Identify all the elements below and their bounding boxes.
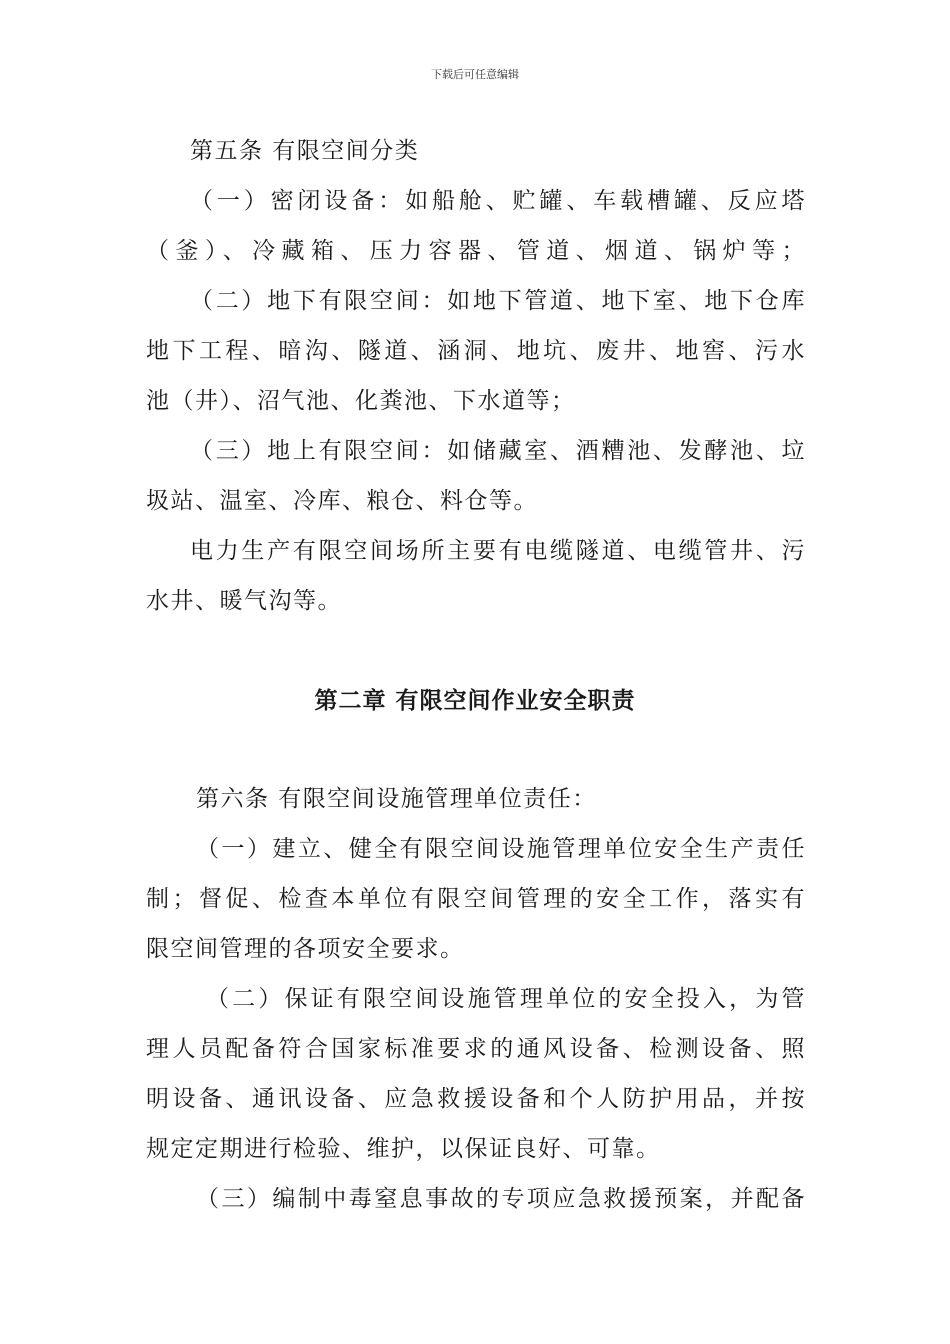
article-5-title: 第五条 有限空间分类: [190, 138, 420, 164]
chapter-title: 第二章 有限空间作业安全职责: [314, 687, 636, 714]
paragraph-line: 明设备、通讯设备、应急救援设备和个人防护用品，并按: [146, 1086, 806, 1112]
paragraph-line: （釜）、冷藏箱、压力容器、管道、烟道、锅炉等；: [146, 238, 806, 264]
paragraph-line: 电力生产有限空间场所主要有电缆隧道、电缆管井、污: [190, 538, 806, 564]
paragraph-line: 理人员配备符合国家标准要求的通风设备、检测设备、照: [146, 1036, 806, 1062]
paragraph-line: 地下工程、暗沟、隧道、涵洞、地坑、废井、地窖、污水: [146, 338, 806, 364]
paragraph-line: 池（井）、沼气池、化粪池、下水道等；: [146, 388, 576, 414]
paragraph-line: 规定定期进行检验、维护，以保证良好、可靠。: [146, 1136, 661, 1162]
article-6-title: 第六条 有限空间设施管理单位责任：: [196, 786, 597, 812]
paragraph-line: （一）密闭设备：如船舱、贮罐、车载槽罐、反应塔: [190, 188, 806, 214]
paragraph-line: （一）建立、健全有限空间设施管理单位安全生产责任: [196, 836, 806, 862]
paragraph-line: （二）地下有限空间：如地下管道、地下室、地下仓库: [190, 288, 806, 314]
paragraph-line: 圾站、温室、冷库、粮仓、料仓等。: [146, 488, 538, 514]
page-header: 下载后可任意编辑: [431, 68, 519, 81]
paragraph-line: （二）保证有限空间设施管理单位的安全投入，为管: [206, 986, 806, 1012]
paragraph-line: 限空间管理的各项安全要求。: [146, 936, 465, 962]
paragraph-line: 制；督促、检查本单位有限空间管理的安全工作，落实有: [146, 886, 806, 912]
paragraph-line: 水井、暖气沟等。: [146, 588, 342, 614]
paragraph-line: （三）地上有限空间：如储藏室、酒糟池、发酵池、垃: [190, 438, 806, 464]
paragraph-line: （三）编制中毒窒息事故的专项应急救援预案，并配备: [196, 1186, 806, 1212]
